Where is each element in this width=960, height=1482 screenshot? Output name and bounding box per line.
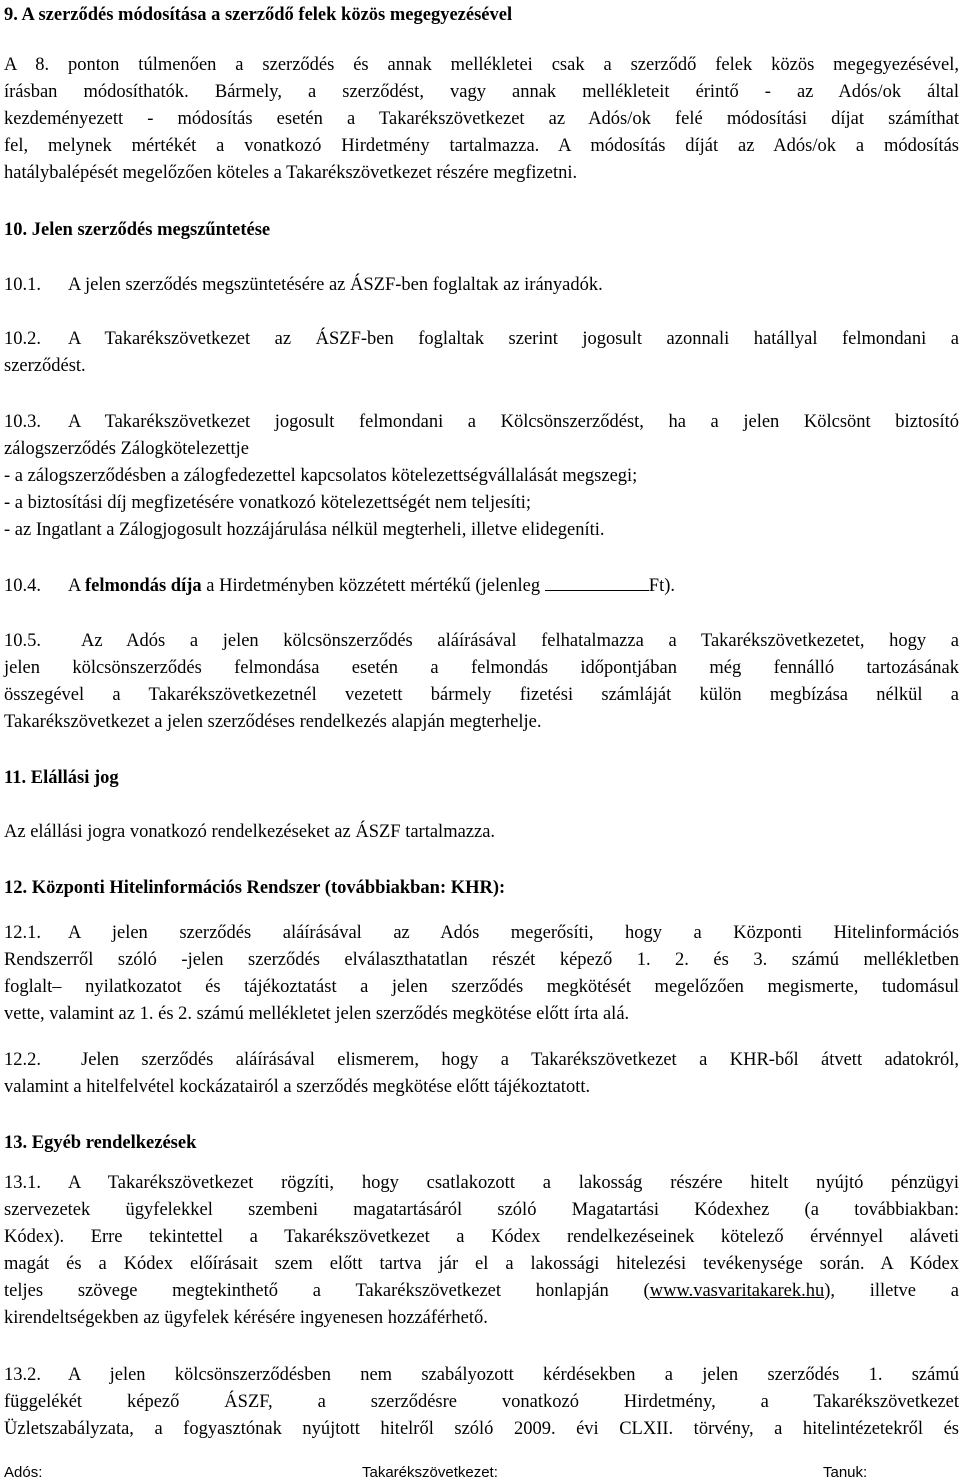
clause-text: szervezetek ügyfelekkel szembeni magatartásáról szóló Magatartási Kódexhez (a továbbiakban: [4,1200,959,1220]
clause-text: Üzletszabályzata, a fogyasztónak nyújtott hitelről szóló 2009. évi CLXII. törvény, a hitelintézetekről és [4,1419,959,1439]
clause-number: 10.3. [4,412,41,432]
amount-blank-field[interactable] [545,573,649,591]
clause-text: ), illetve a [824,1281,959,1301]
clause-text: magát és a Kódex előírásait szem előtt tartva jár el a lakossági hitelezési tevékenysége során. A Kódex [4,1254,959,1274]
list-item: - a biztosítási díj megfizetésére vonatkozó kötelezettségét nem teljesíti; [4,493,532,513]
clause-number: 12.1. [4,923,41,943]
clause-text: Rendszerről szóló -jelen szerződés elválaszthatatlan részét képező 1. 2. és 3. számú mellékletben [4,950,959,970]
clause-text: függelékét képező ÁSZF, a szerződésre vonatkozó Hirdetmény, a Takarékszövetkezet [4,1392,959,1412]
clause-number: 13.2. [4,1365,41,1385]
clause-text: zálogszerződés Zálogkötelezettje [4,439,249,459]
clause-text: Kódex). Erre tekintettel a Takarékszövetkezet a Kódex rendelkezéseinek kötelező érvénnyel aláveti [4,1227,959,1247]
clause-text: valamint a hitelfelvétel kockázatairól a szerződés megkötése előtt tájékoztatott. [4,1077,591,1097]
s9-line: hatálybalépését megelőzően köteles a Takarékszövetkezet részére megfizetni. [4,163,578,183]
s9-line: kezdeményezett - módosítás esetén a Takarékszövetkezet az Adós/ok felé módosítási díjat számíthat [4,109,959,129]
clause-number: 10.2. [4,329,41,349]
s9-line: fel, melynek mértékét a vonatkozó Hirdetmény tartalmazza. A módosítás díját az Adós/ok a módosítás [4,136,959,156]
clause-12-1 [4,920,959,1028]
clause-text: A [68,576,85,596]
clause-text: A Takarékszövetkezet rögzíti, hogy csatlakozott a lakosság részére hitelt nyújtó pénzügyi [68,1173,959,1193]
cooperative-label: Takarékszövetkezet: [362,1464,498,1481]
clause-text: összegével a Takarékszövetkezetnél vezetett bármely fizetési számláját külön megbízása nélkül a [4,685,959,705]
clause-text: jelen kölcsönszerződés felmondása esetén a felmondás időpontjában még fennálló tartozásának [4,658,959,678]
section-13-title: 13. Egyéb rendelkezések [4,1133,197,1153]
s9-line: A 8. ponton túlmenően a szerződés és annak mellékletei csak a szerződő felek közös megegyezésével, [4,55,959,75]
clause-text: a Hirdetményben közzétett mértékű (jelenleg [201,576,545,596]
clause-text: teljes szövege megtekinthető a Takarékszövetkezet honlapján ( [4,1281,650,1301]
clause-13-1 [4,1170,959,1332]
clause-10-2 [4,326,959,380]
clause-text: kirendeltségekben az ügyfelek kérésére ingyenesen hozzáférhető. [4,1308,488,1328]
clause-number: 13.1. [4,1173,41,1193]
clause-number: 12.2. [4,1050,41,1070]
clause-text: A jelen szerződés aláírásával az Adós megerősíti, hogy a Központi Hitelinformációs [68,923,959,943]
fee-term: felmondás díja [84,576,202,596]
clause-13-2 [4,1362,959,1443]
clause-text: foglalt– nyilatkozatot és tájékoztatást a jelen szerződés megkötését megelőzően megismerte, tudomásul [4,977,959,997]
list-item: - a zálogszerződésben a zálogfedezettel kapcsolatos kötelezettségvállalását megszegi; [4,466,638,486]
section-9-body [4,52,959,187]
clause-text: Az Adós a jelen kölcsönszerződés aláírásával felhatalmazza a Takarékszövetkezetet, hogy a [81,631,959,651]
clause-text: szerződést. [4,356,86,376]
clause-10-5 [4,628,959,736]
clause-text: vette, valamint az 1. és 2. számú mellékletet jelen szerződés megkötése előtt írta alá. [4,1004,630,1024]
section-12-title: 12. Központi Hitelinformációs Rendszer (továbbiakban: KHR): [4,878,506,898]
clause-10-4 [4,573,959,600]
clause-text: Jelen szerződés aláírásával elismerem, hogy a Takarékszövetkezet a KHR-ből átvett adatokról, [81,1050,959,1070]
website-link[interactable]: www.vasvaritakarek.hu [649,1281,825,1301]
clause-10-1 [4,272,959,299]
clause-10-3 [4,409,959,544]
clause-number: 10.4. [4,576,41,596]
section-10-title: 10. Jelen szerződés megszűntetése [4,220,271,240]
section-9-title: 9. A szerződés módosítása a szerződő felek közös megegyezésével [4,5,513,25]
clause-text: A jelen kölcsönszerződésben nem szabályozott kérdésekben a jelen szerződés 1. számú [68,1365,959,1385]
clause-number: 10.1. [4,275,41,295]
debtor-label: Adós: [4,1464,43,1481]
list-item: - az Ingatlant a Zálogjogosult hozzájárulása nélkül megterheli, illetve elidegeníti. [4,520,605,540]
s9-line: írásban módosíthatók. Bármely, a szerződést, vagy annak mellékleteit érintő - az Adós/ok által [4,82,959,102]
clause-text: A Takarékszövetkezet az ÁSZF-ben foglaltak szerint jogosult azonnali hatállyal felmondani a [68,329,959,349]
clause-text: Ft). [648,576,675,596]
clause-text: A jelen szerződés megszüntetésére az ÁSZF-ben foglaltak az irányadók. [68,275,603,295]
clause-text: A Takarékszövetkezet jogosult felmondani a Kölcsönszerződést, ha a jelen Kölcsönt biztosító [68,412,959,432]
section-11-title: 11. Elállási jog [4,768,119,788]
clause-text: Takarékszövetkezet a jelen szerződéses rendelkezés alapján megterhelje. [4,712,542,732]
witnesses-label: Tanuk: [823,1464,868,1481]
clause-12-2 [4,1047,959,1101]
section-11-text: Az elállási jogra vonatkozó rendelkezéseket az ÁSZF tartalmazza. [4,822,496,842]
clause-number: 10.5. [4,631,41,651]
